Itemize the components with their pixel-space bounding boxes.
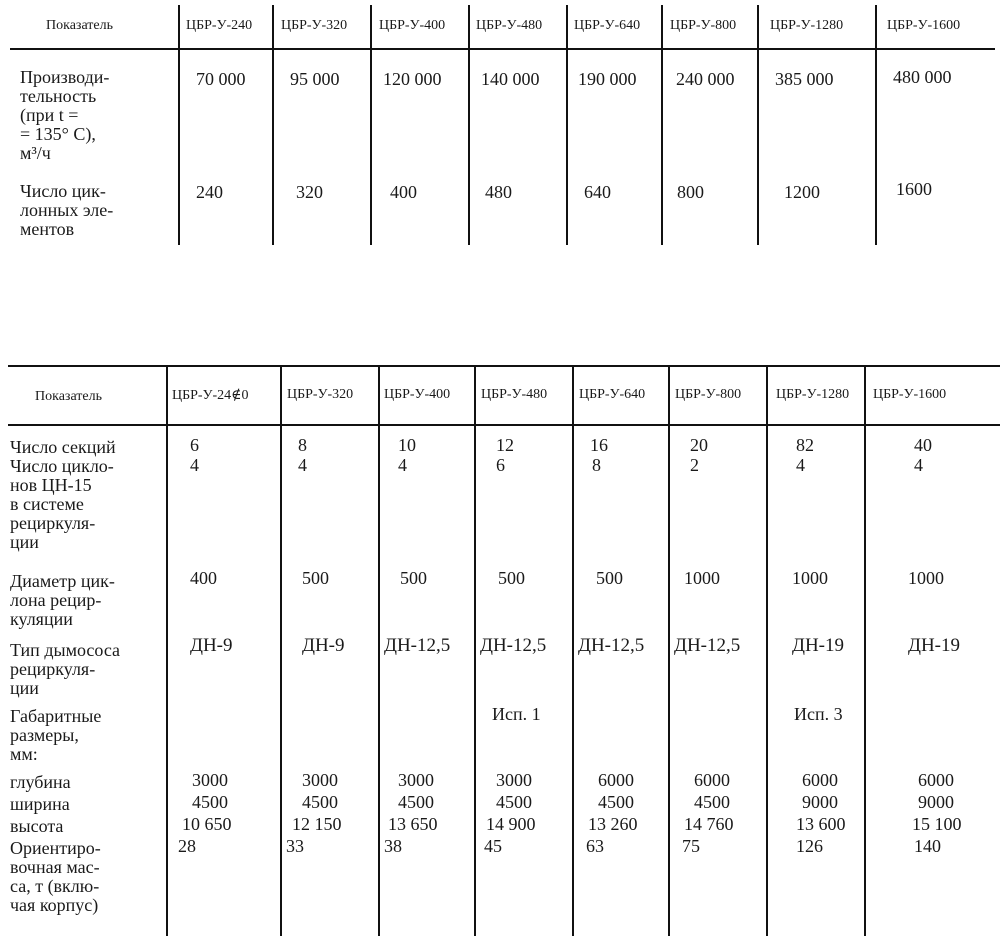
cell-depth: 3000 — [496, 770, 532, 790]
cell-productivity: 385 000 — [775, 69, 834, 89]
cell-fan: ДН-12,5 — [480, 635, 547, 656]
cell-diameter: 500 — [302, 568, 329, 588]
cell-cyclones: 2 — [690, 455, 699, 475]
table-2-top-rule — [8, 365, 1000, 367]
cell-mass: 38 — [384, 836, 402, 856]
cell-variant-480: Исп. 1 — [492, 704, 541, 724]
table-2-col-divider — [864, 366, 866, 936]
table-2-header-model: ЦБР-У-400 — [384, 387, 451, 402]
cell-height: 12 150 — [292, 814, 342, 834]
cell-height: 13 600 — [796, 814, 846, 834]
cell-variant-1280: Исп. 3 — [794, 704, 843, 724]
table-1-header-model: ЦБР-У-640 — [574, 18, 641, 33]
cell-productivity: 140 000 — [481, 69, 540, 89]
table-1-col-divider — [468, 5, 470, 245]
cell-cyclone-elements: 480 — [485, 182, 512, 202]
table-2-header-model: ЦБР-У-24∉0 — [172, 388, 249, 403]
row-label-depth: глубина — [10, 772, 71, 792]
cell-productivity: 95 000 — [290, 69, 340, 89]
cell-cyclones: 4 — [796, 455, 805, 475]
cell-width: 4500 — [694, 792, 730, 812]
table-2-col-divider — [378, 366, 380, 936]
cell-width: 9000 — [918, 792, 954, 812]
cell-mass: 28 — [178, 836, 196, 856]
table-1-header-model: ЦБР-У-240 — [186, 18, 253, 33]
cell-width: 9000 — [802, 792, 838, 812]
cell-sections: 6 — [190, 435, 199, 455]
cell-height: 14 760 — [684, 814, 734, 834]
cell-fan: ДН-9 — [302, 635, 345, 656]
cell-productivity: 70 000 — [196, 69, 246, 89]
table-1-header-model: ЦБР-У-1600 — [887, 18, 961, 33]
table-1-header-model: ЦБР-У-320 — [281, 18, 348, 33]
cell-depth: 3000 — [398, 770, 434, 790]
cell-cyclone-elements: 800 — [677, 182, 704, 202]
cell-productivity: 120 000 — [383, 69, 442, 89]
table-2-header-model: ЦБР-У-800 — [675, 387, 742, 402]
cell-productivity: 480 000 — [893, 67, 952, 87]
table-1-header-model: ЦБР-У-400 — [379, 18, 446, 33]
cell-depth: 3000 — [192, 770, 228, 790]
cell-sections: 20 — [690, 435, 708, 455]
cell-cyclones: 6 — [496, 455, 505, 475]
cell-depth: 6000 — [598, 770, 634, 790]
cell-cyclone-elements: 640 — [584, 182, 611, 202]
cell-diameter: 500 — [400, 568, 427, 588]
table-2-header-model: ЦБР-У-640 — [579, 387, 646, 402]
cell-mass: 63 — [586, 836, 604, 856]
row-label-cyclones: Число цикло- нов ЦН-15 в системе рециркуля- ции — [10, 456, 114, 552]
table-1-col-divider — [875, 5, 877, 245]
row-label-dimensions: Габаритные размеры, мм: — [10, 706, 102, 764]
table-1-col-divider — [272, 5, 274, 245]
table-1-col-divider — [178, 5, 180, 245]
cell-sections: 40 — [914, 435, 932, 455]
row-label-height: высота — [10, 816, 64, 836]
cell-cyclone-elements: 400 — [390, 182, 417, 202]
cell-height: 13 260 — [588, 814, 638, 834]
cell-sections: 10 — [398, 435, 416, 455]
cell-fan: ДН-19 — [908, 635, 961, 656]
cell-width: 4500 — [192, 792, 228, 812]
cell-width: 4500 — [598, 792, 634, 812]
cell-sections: 12 — [496, 435, 514, 455]
cell-diameter: 1000 — [792, 568, 828, 588]
cell-productivity: 240 000 — [676, 69, 735, 89]
cell-cyclones: 4 — [298, 455, 307, 475]
table-2-col-divider — [280, 366, 282, 936]
cell-cyclone-elements: 1200 — [784, 182, 820, 202]
table-2-header-model: ЦБР-У-1600 — [873, 387, 947, 402]
table-2-col-divider — [166, 366, 168, 936]
table-2-col-divider — [474, 366, 476, 936]
table-1-header-rule — [10, 48, 995, 50]
cell-diameter: 400 — [190, 568, 217, 588]
cell-mass: 140 — [914, 836, 941, 856]
row-label-sections: Число секций — [10, 437, 116, 457]
table-2-header-param: Показатель — [35, 389, 102, 404]
row-label-width: ширина — [10, 794, 70, 814]
cell-depth: 6000 — [802, 770, 838, 790]
table-2-header-model: ЦБР-У-320 — [287, 387, 354, 402]
table-1-col-divider — [566, 5, 568, 245]
row-label-mass: Ориентиро- вочная мас- са, т (вклю- чая корпус) — [10, 838, 101, 915]
cell-height: 10 650 — [182, 814, 232, 834]
cell-height: 14 900 — [486, 814, 536, 834]
cell-width: 4500 — [496, 792, 532, 812]
row-label-diameter: Диаметр цик- лона рецир- куляции — [10, 571, 115, 629]
row-label-fan: Тип дымососа рециркуля- ции — [10, 640, 121, 698]
cell-diameter: 1000 — [908, 568, 944, 588]
cell-fan: ДН-9 — [190, 635, 233, 656]
cell-cyclones: 4 — [914, 455, 923, 475]
cell-height: 15 100 — [912, 814, 962, 834]
cell-depth: 6000 — [918, 770, 954, 790]
cell-cyclone-elements: 240 — [196, 182, 223, 202]
cell-sections: 8 — [298, 435, 307, 455]
table-1-col-divider — [661, 5, 663, 245]
cell-cyclone-elements: 1600 — [896, 179, 932, 199]
cell-height: 13 650 — [388, 814, 438, 834]
cell-width: 4500 — [302, 792, 338, 812]
table-1-col-divider — [370, 5, 372, 245]
cell-cyclones: 8 — [592, 455, 601, 475]
table-2-header-rule — [8, 424, 1000, 426]
table-2-col-divider — [572, 366, 574, 936]
cell-mass: 45 — [484, 836, 502, 856]
table-1-header-model: ЦБР-У-800 — [670, 18, 737, 33]
cell-diameter: 500 — [498, 568, 525, 588]
table-2-col-divider — [766, 366, 768, 936]
table-1-header-param: Показатель — [46, 18, 113, 33]
table-1-col-divider — [757, 5, 759, 245]
cell-fan: ДН-19 — [792, 635, 845, 656]
cell-mass: 75 — [682, 836, 700, 856]
table-2-col-divider — [668, 366, 670, 936]
cell-fan: ДН-12,5 — [674, 635, 741, 656]
cell-sections: 16 — [590, 435, 608, 455]
cell-fan: ДН-12,5 — [384, 635, 451, 656]
table-1-header-model: ЦБР-У-480 — [476, 18, 543, 33]
cell-diameter: 1000 — [684, 568, 720, 588]
cell-productivity: 190 000 — [578, 69, 637, 89]
table-1-header-model: ЦБР-У-1280 — [770, 18, 844, 33]
row-label-productivity: Производи- тельность (при t = = 135° С), м³/ч — [20, 67, 110, 163]
cell-fan: ДН-12,5 — [578, 635, 645, 656]
row-label-cyclone-elements: Число цик- лонных эле- ментов — [20, 181, 114, 239]
cell-cyclone-elements: 320 — [296, 182, 323, 202]
cell-width: 4500 — [398, 792, 434, 812]
cell-mass: 126 — [796, 836, 823, 856]
cell-mass: 33 — [286, 836, 304, 856]
cell-sections: 82 — [796, 435, 814, 455]
table-2-header-model: ЦБР-У-1280 — [776, 387, 850, 402]
cell-diameter: 500 — [596, 568, 623, 588]
cell-cyclones: 4 — [398, 455, 407, 475]
table-2-header-model: ЦБР-У-480 — [481, 387, 548, 402]
cell-depth: 3000 — [302, 770, 338, 790]
cell-depth: 6000 — [694, 770, 730, 790]
cell-cyclones: 4 — [190, 455, 199, 475]
